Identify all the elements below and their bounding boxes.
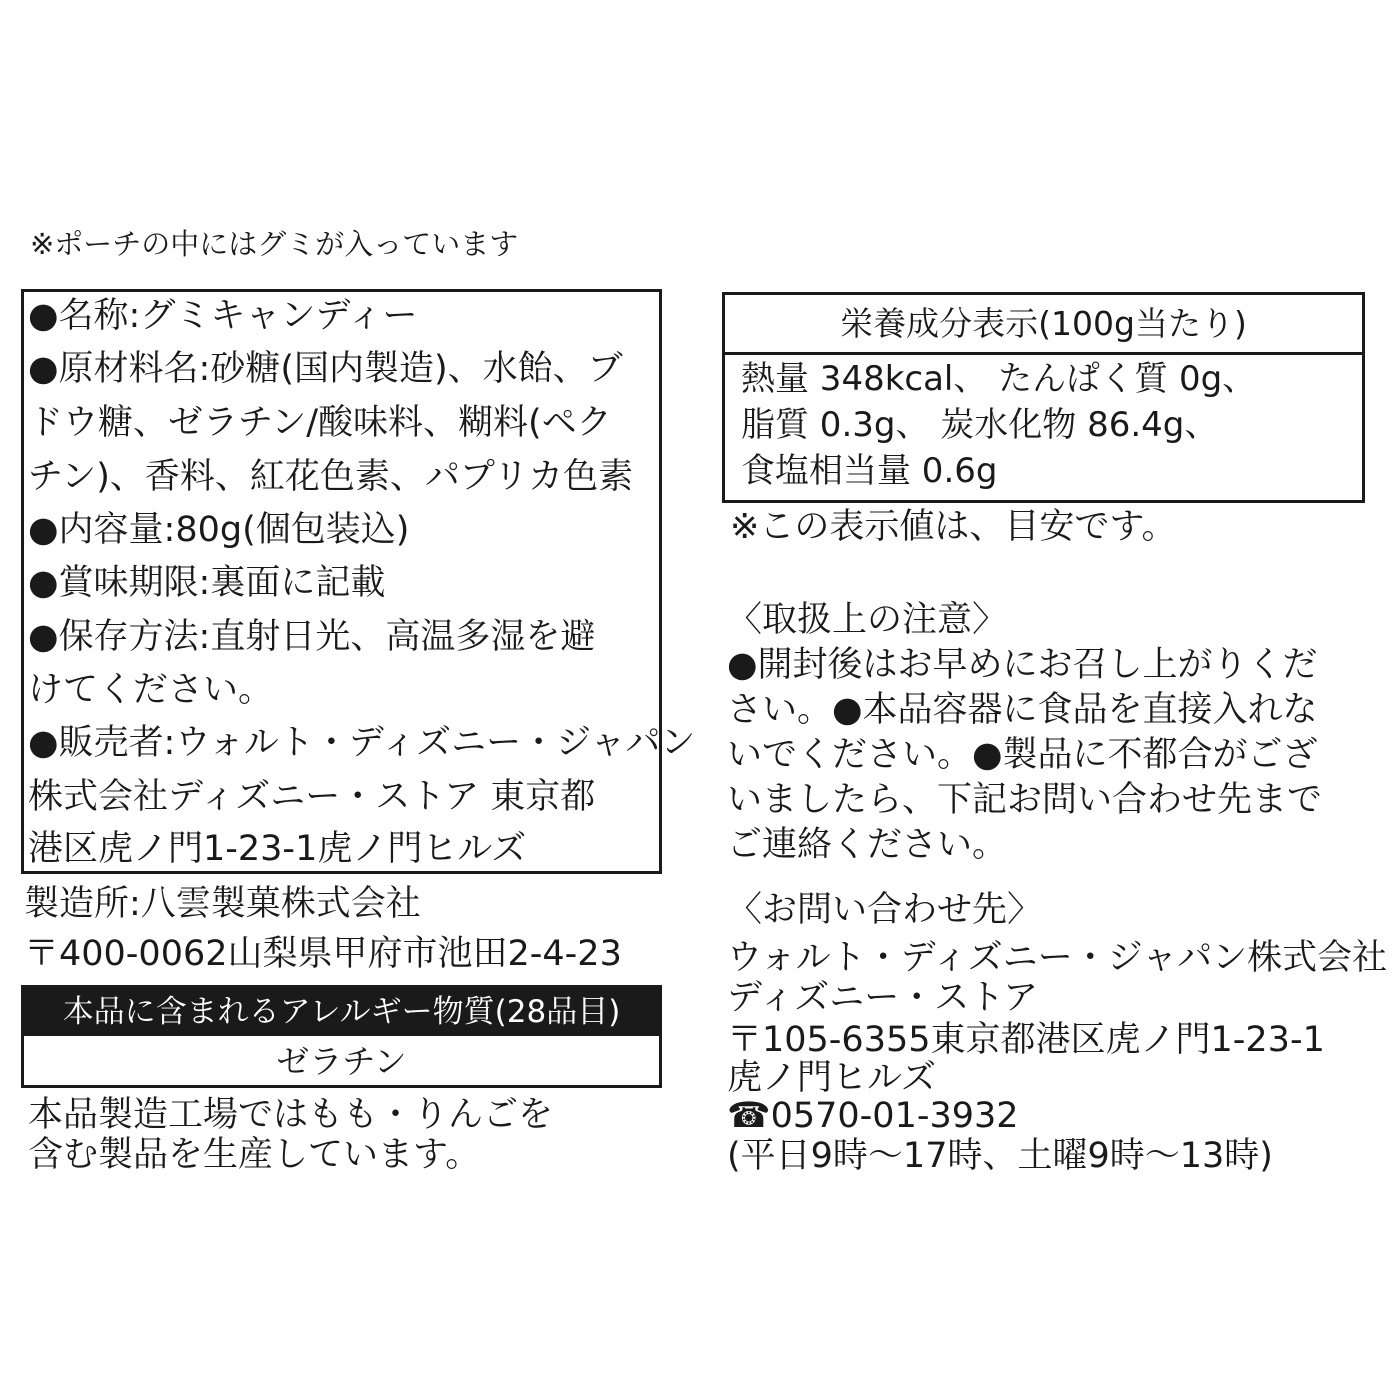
factory-note-line: 本品製造工場ではもも・りんごを [28,1095,554,1135]
handling-line: いましたら、下記お問い合わせ先まで [727,780,1323,820]
allergen-value: ゼラチン [276,1042,407,1081]
info-line-name: ●名称:グミキャンディー [28,296,418,336]
nutrition-line: 脂質 0.3g、 炭水化物 86.4g、 [741,405,1219,445]
manufacturer-address: 〒400-0062山梨県甲府市池田2-4-23 [24,934,622,974]
info-line-ingredients-3: チン)、香料、紅花色素、パプリカ色素 [28,457,634,497]
handling-line: ●開封後はお早めにお召し上がりくだ [727,645,1318,685]
handling-line: さい。●本品容器に食品を直接入れな [727,690,1318,730]
allergen-header: 本品に含まれるアレルギー物質(28品目) [24,988,659,1036]
contact-address: 〒105-6355東京都港区虎ノ門1-23-1 [727,1020,1325,1060]
manufacturer-name: 製造所:八雲製菓株式会社 [24,884,421,924]
info-line-ingredients-1: ●原材料名:砂糖(国内製造)、水飴、ブ [28,349,623,389]
info-line-storage-2: けてください。 [28,670,274,710]
nutrition-note: ※この表示値は、目安です。 [730,507,1177,547]
handling-line: いでください。●製品に不都合がござ [727,735,1318,775]
product-info-box [21,289,696,874]
contact-hours: (平日9時〜17時、土曜9時〜13時) [727,1136,1273,1176]
contact-store: ディズニー・ストア [727,978,1039,1018]
info-line-seller-1: ●販売者:ウォルト・ディズニー・ジャパン [28,723,696,763]
nutrition-box [722,292,1365,503]
contact-phone: ☎0570-01-3932 [727,1096,1019,1136]
contact-building: 虎ノ門ヒルズ [727,1058,936,1098]
info-line-seller-3: 港区虎ノ門1-23-1虎ノ門ヒルズ [28,829,527,869]
contact-company: ウォルト・ディズニー・ジャパン株式会社 [727,938,1388,978]
factory-note-line: 含む製品を生産しています。 [28,1135,481,1175]
info-line-contents: ●内容量:80g(個包装込) [28,510,410,550]
handling-title: 〈取扱上の注意〉 [727,600,1008,640]
info-line-seller-2: 株式会社ディズニー・ストア 東京都 [28,777,596,817]
info-line-ingredients-2: ドウ糖、ゼラチン/酸味料、糊料(ペク [28,403,612,443]
nutrition-line: 食塩相当量 0.6g [741,451,998,491]
allergen-box [21,985,662,1088]
pouch-note: ※ポーチの中にはグミが入っています [30,227,519,261]
contact-title: 〈お問い合わせ先〉 [727,890,1043,930]
nutrition-header: 栄養成分表示(100g当たり) [725,295,1362,355]
info-line-best-before: ●賞味期限:裏面に記載 [28,563,386,603]
nutrition-line: 熱量 348kcal、 たんぱく質 0g、 [741,359,1257,399]
handling-line: ご連絡ください。 [727,825,1008,865]
info-line-storage-1: ●保存方法:直射日光、高温多湿を避 [28,617,596,657]
